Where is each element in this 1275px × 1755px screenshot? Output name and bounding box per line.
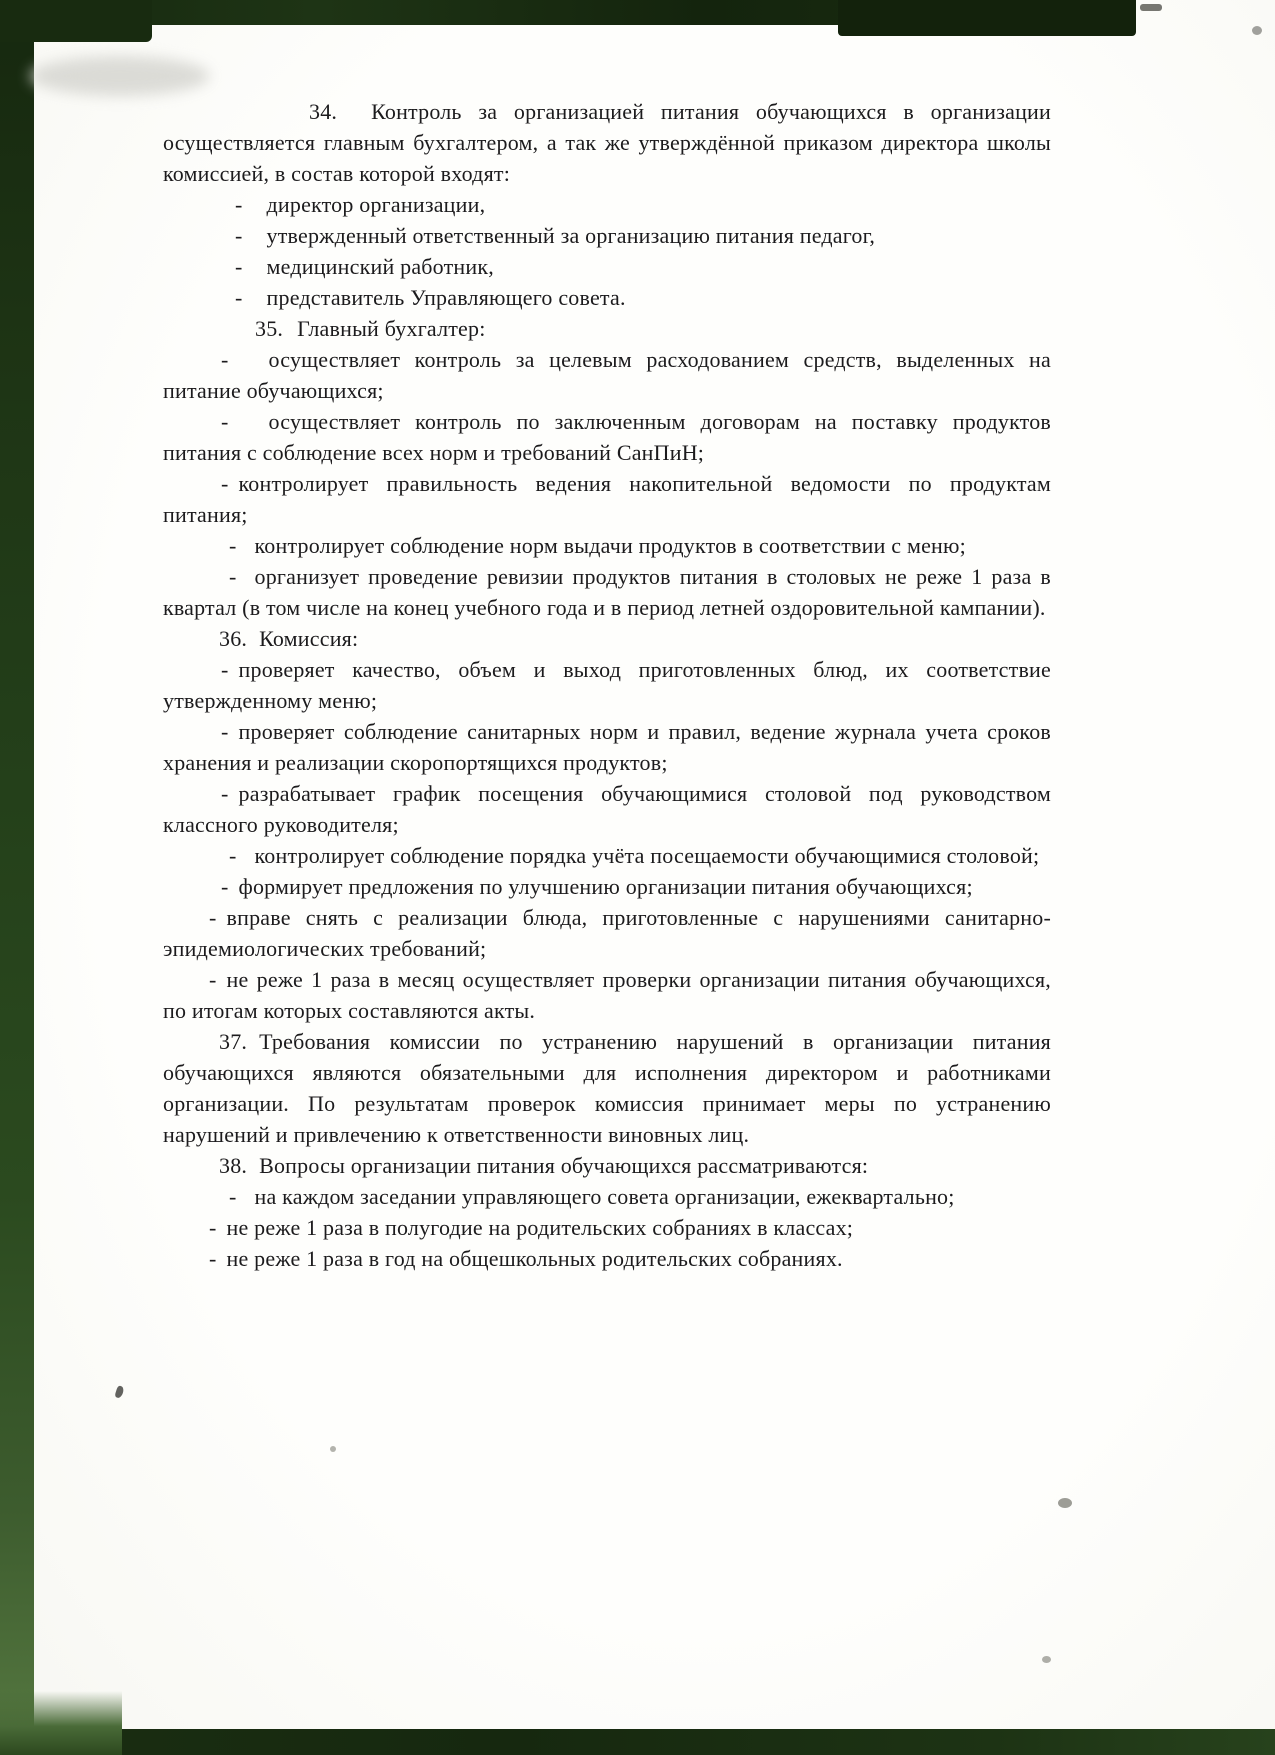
scan-edge-top-dark-block — [838, 0, 1136, 36]
list-dash: - — [229, 564, 237, 589]
scan-edge-top-left-corner — [0, 0, 152, 42]
list-dash: - — [235, 254, 243, 279]
list-dash: - — [209, 1215, 217, 1240]
list-dash: - — [221, 409, 229, 434]
list-item: - не реже 1 раза в год на общешкольных родительских собраниях. — [209, 1246, 843, 1271]
paragraph-number: 34. — [309, 99, 338, 124]
paragraph-number: 37. — [219, 1029, 248, 1054]
list-dash: - — [221, 719, 229, 744]
list-dash: - — [221, 874, 229, 899]
list-dash: - — [235, 285, 243, 310]
list-dash: - — [221, 471, 229, 496]
scan-edge-bottom-left-corner — [0, 1691, 122, 1755]
list-item: - представитель Управляющего совета. — [235, 285, 626, 310]
list-item: - не реже 1 раза в полугодие на родительских собраниях в классах; — [209, 1215, 854, 1240]
paragraph-number: 35. — [255, 316, 284, 341]
list-dash: - — [209, 1246, 217, 1271]
section-paragraph: 35. Главный бухгалтер: — [255, 316, 486, 341]
list-dash: - — [209, 905, 217, 930]
list-dash: - — [229, 843, 237, 868]
list-dash: - — [229, 1184, 237, 1209]
scan-edge-left — [0, 0, 34, 1755]
list-dash: - — [229, 533, 237, 558]
section-paragraph: 34. Контроль за организацией питания обучающихся в организации осуществляется главным бухгалтером, а так же утверждённой приказом директора школы комиссией, в состав которой входят: — [163, 99, 1051, 186]
list-item: - не реже 1 раза в месяц осуществляет проверки организации питания обучающихся, по итогам которых составляются акты. — [163, 967, 1051, 1023]
list-item: - проверяет качество, объем и выход приготовленных блюд, их соответствие утвержденному меню; — [163, 657, 1051, 713]
list-item: - формирует предложения по улучшению организации питания обучающихся; — [221, 874, 973, 899]
list-item: - организует проведение ревизии продуктов питания в столовых не реже 1 раза в квартал (в том числе на конец учебного года и в период летней оздоровительной кампании). — [163, 564, 1051, 620]
list-item: - медицинский работник, — [235, 254, 494, 279]
document-text-block — [163, 96, 1051, 1274]
scan-speck — [330, 1446, 336, 1452]
list-dash: - — [221, 657, 229, 682]
list-item: - директор организации, — [235, 192, 486, 217]
scan-speck — [1058, 1498, 1072, 1508]
paragraph-number: 38. — [219, 1153, 248, 1178]
list-dash: - — [221, 781, 229, 806]
section-paragraph: 38. Вопросы организации питания обучающихся рассматриваются: — [219, 1153, 869, 1178]
list-dash: - — [235, 223, 243, 248]
list-item: - утвержденный ответственный за организацию питания педагог, — [235, 223, 876, 248]
scan-speck — [1252, 26, 1262, 35]
list-item: - контролирует соблюдение норм выдачи продуктов в соответствии с меню; — [229, 533, 966, 558]
list-dash: - — [209, 967, 217, 992]
list-item: - проверяет соблюдение санитарных норм и правил, ведение журнала учета сроков хранения и реализации скоропортящихся продуктов; — [163, 719, 1051, 775]
scan-edge-bottom — [0, 1729, 1275, 1755]
list-item: - осуществляет контроль за целевым расходованием средств, выделенных на питание обучающихся; — [163, 347, 1051, 403]
list-dash: - — [221, 347, 229, 372]
section-paragraph: 36. Комиссия: — [219, 626, 359, 651]
list-item: - осуществляет контроль по заключенным договорам на поставку продуктов питания с соблюдение всех норм и требований СанПиН; — [163, 409, 1051, 465]
list-item: - вправе снять с реализации блюда, приготовленные с нарушениями санитарно-эпидемиологических требований; — [163, 905, 1051, 961]
list-item: - контролирует соблюдение порядка учёта посещаемости обучающимися столовой; — [229, 843, 1040, 868]
scan-speck — [1042, 1656, 1051, 1663]
list-item: - на каждом заседании управляющего совета организации, ежеквартально; — [229, 1184, 955, 1209]
list-item: - контролирует правильность ведения накопительной ведомости по продуктам питания; — [163, 471, 1051, 527]
list-item: - разрабатывает график посещения обучающимися столовой под руководством классного руководителя; — [163, 781, 1051, 837]
scan-speck — [1140, 4, 1162, 11]
scan-smudge — [30, 56, 210, 96]
paragraph-number: 36. — [219, 626, 248, 651]
section-paragraph: 37. Требования комиссии по устранению нарушений в организации питания обучающихся являются обязательными для исполнения директором и работниками организации. По результатам проверок комиссия принимает меры по устранению нарушений и привлечению к ответственности виновных лиц. — [163, 1029, 1051, 1147]
list-dash: - — [235, 192, 243, 217]
